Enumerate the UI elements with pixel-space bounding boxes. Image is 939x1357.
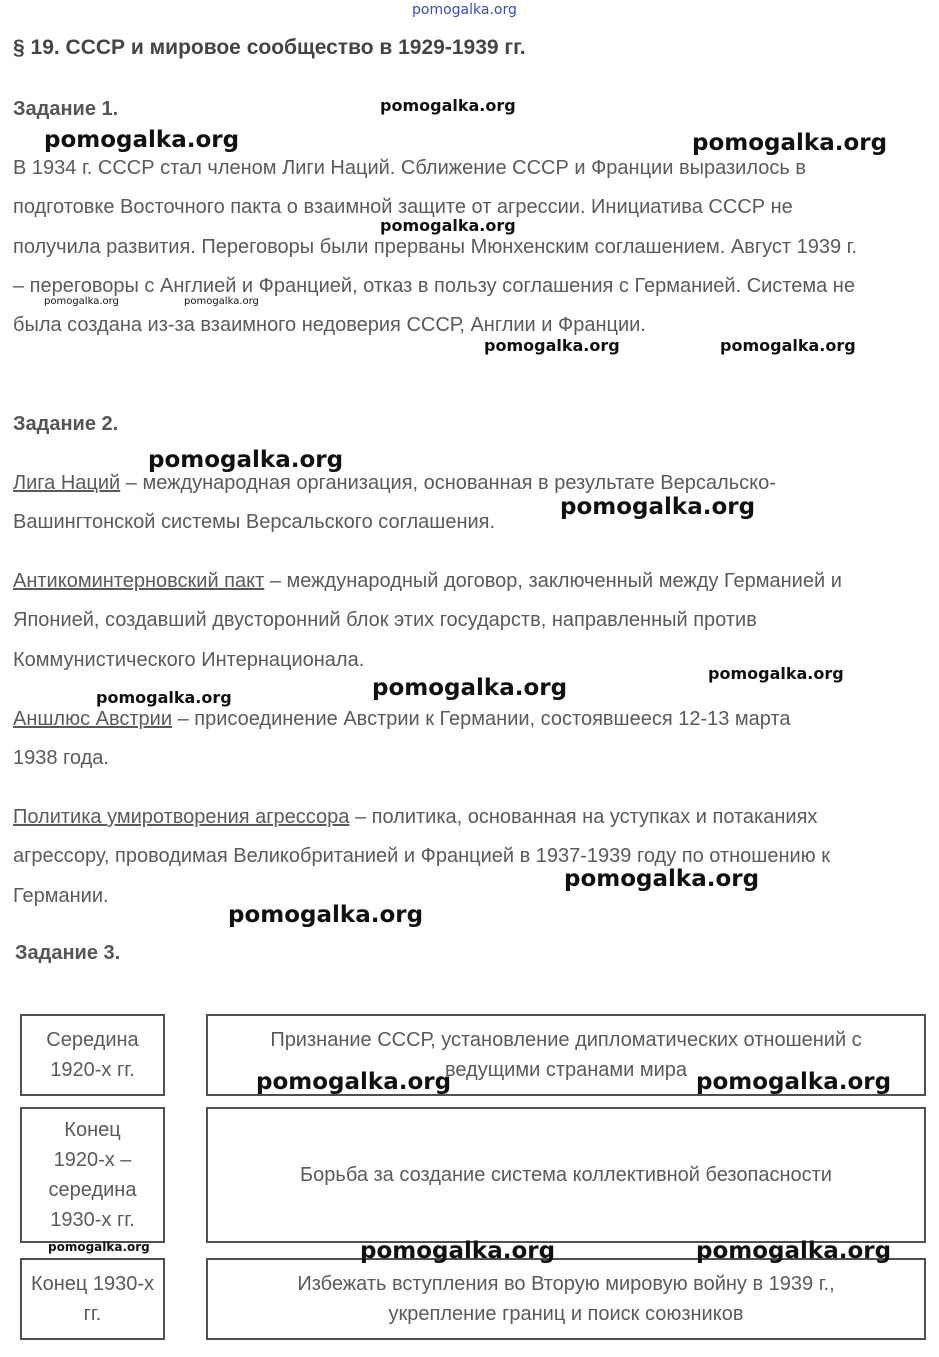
watermark: pomogalka.org: [696, 1069, 892, 1095]
site-watermark-header: pomogalka.org: [412, 2, 517, 18]
period-cell: Конец 1920-х – середина 1930-х гг.: [20, 1107, 165, 1243]
watermark: pomogalka.org: [96, 688, 232, 707]
watermark: pomogalka.org: [184, 296, 259, 307]
description-cell: Избежать вступления во Вторую мировую войну в 1939 г., укрепление границ и поиск союзников: [206, 1258, 926, 1340]
watermark: pomogalka.org: [48, 1240, 150, 1254]
definition-league-of-nations: [13, 464, 918, 543]
task1-heading: Задание 1.: [13, 98, 119, 120]
watermark: pomogalka.org: [708, 664, 844, 683]
task2-heading: Задание 2.: [13, 413, 119, 435]
watermark: pomogalka.org: [44, 127, 240, 153]
page-title: § 19. СССР и мировое сообщество в 1929-1939 гг.: [13, 36, 526, 59]
watermark: pomogalka.org: [380, 216, 516, 235]
term-anschluss: Аншлюс Австрии: [13, 708, 173, 730]
definition-text: – международный договор, заключенный между Германией и Японией, создавший двусторонний блок этих государств, направленный против Коммунистического Интернационала.: [13, 570, 842, 671]
definition-text: – политика, основанная на уступках и потаканиях агрессору, проводимая Великобританией и Францией в 1937-1939 году по отношению к Германии.: [13, 806, 830, 907]
task3-heading: Задание 3.: [15, 942, 121, 964]
watermark: pomogalka.org: [692, 130, 888, 156]
watermark: pomogalka.org: [256, 1069, 452, 1095]
watermark: pomogalka.org: [564, 866, 760, 892]
period-cell: Конец 1930-х гг.: [20, 1258, 165, 1340]
description-cell: Признание СССР, установление дипломатических отношений с ведущими странами мира: [206, 1014, 926, 1096]
watermark: pomogalka.org: [148, 447, 344, 473]
term-anti-comintern-pact: Антикоминтерновский пакт: [13, 570, 265, 592]
task1-text: В 1934 г. СССР стал членом Лиги Наций. Сближение СССР и Франции выразилось в подготовке Восточного пакта о взаимной защите от агрессии. Инициатива СССР не получила развития. Переговоры были прерваны Мюнхенским соглашением. Август 1939 г. – переговоры с Англией и Францией, отказ в пользу соглашения с Германией. Система не была создана из-за взаимного недоверия СССР, Англии и Франции.: [13, 157, 858, 337]
watermark: pomogalka.org: [696, 1238, 892, 1264]
watermark: pomogalka.org: [372, 675, 568, 701]
description-cell: Борьба за создание система коллективной безопасности: [206, 1107, 926, 1243]
watermark: pomogalka.org: [484, 336, 620, 355]
watermark: pomogalka.org: [720, 336, 856, 355]
term-league-of-nations: Лига Наций: [13, 472, 121, 494]
watermark: pomogalka.org: [560, 494, 756, 520]
term-appeasement: Политика умиротворения агрессора: [13, 806, 350, 828]
watermark: pomogalka.org: [380, 96, 516, 115]
definition-text: – присоединение Австрии к Германии, состоявшееся 12-13 марта 1938 года.: [13, 708, 791, 770]
watermark: pomogalka.org: [228, 902, 424, 928]
definition-anschluss: [13, 700, 833, 779]
definition-text: – международная организация, основанная в результате Версальско-Вашингтонской системы Версальского соглашения.: [13, 472, 776, 534]
definition-anti-comintern-pact: [13, 562, 918, 680]
watermark: pomogalka.org: [44, 296, 119, 307]
period-cell: Середина 1920-х гг.: [20, 1014, 165, 1096]
definition-appeasement: [13, 798, 918, 916]
watermark: pomogalka.org: [360, 1238, 556, 1264]
